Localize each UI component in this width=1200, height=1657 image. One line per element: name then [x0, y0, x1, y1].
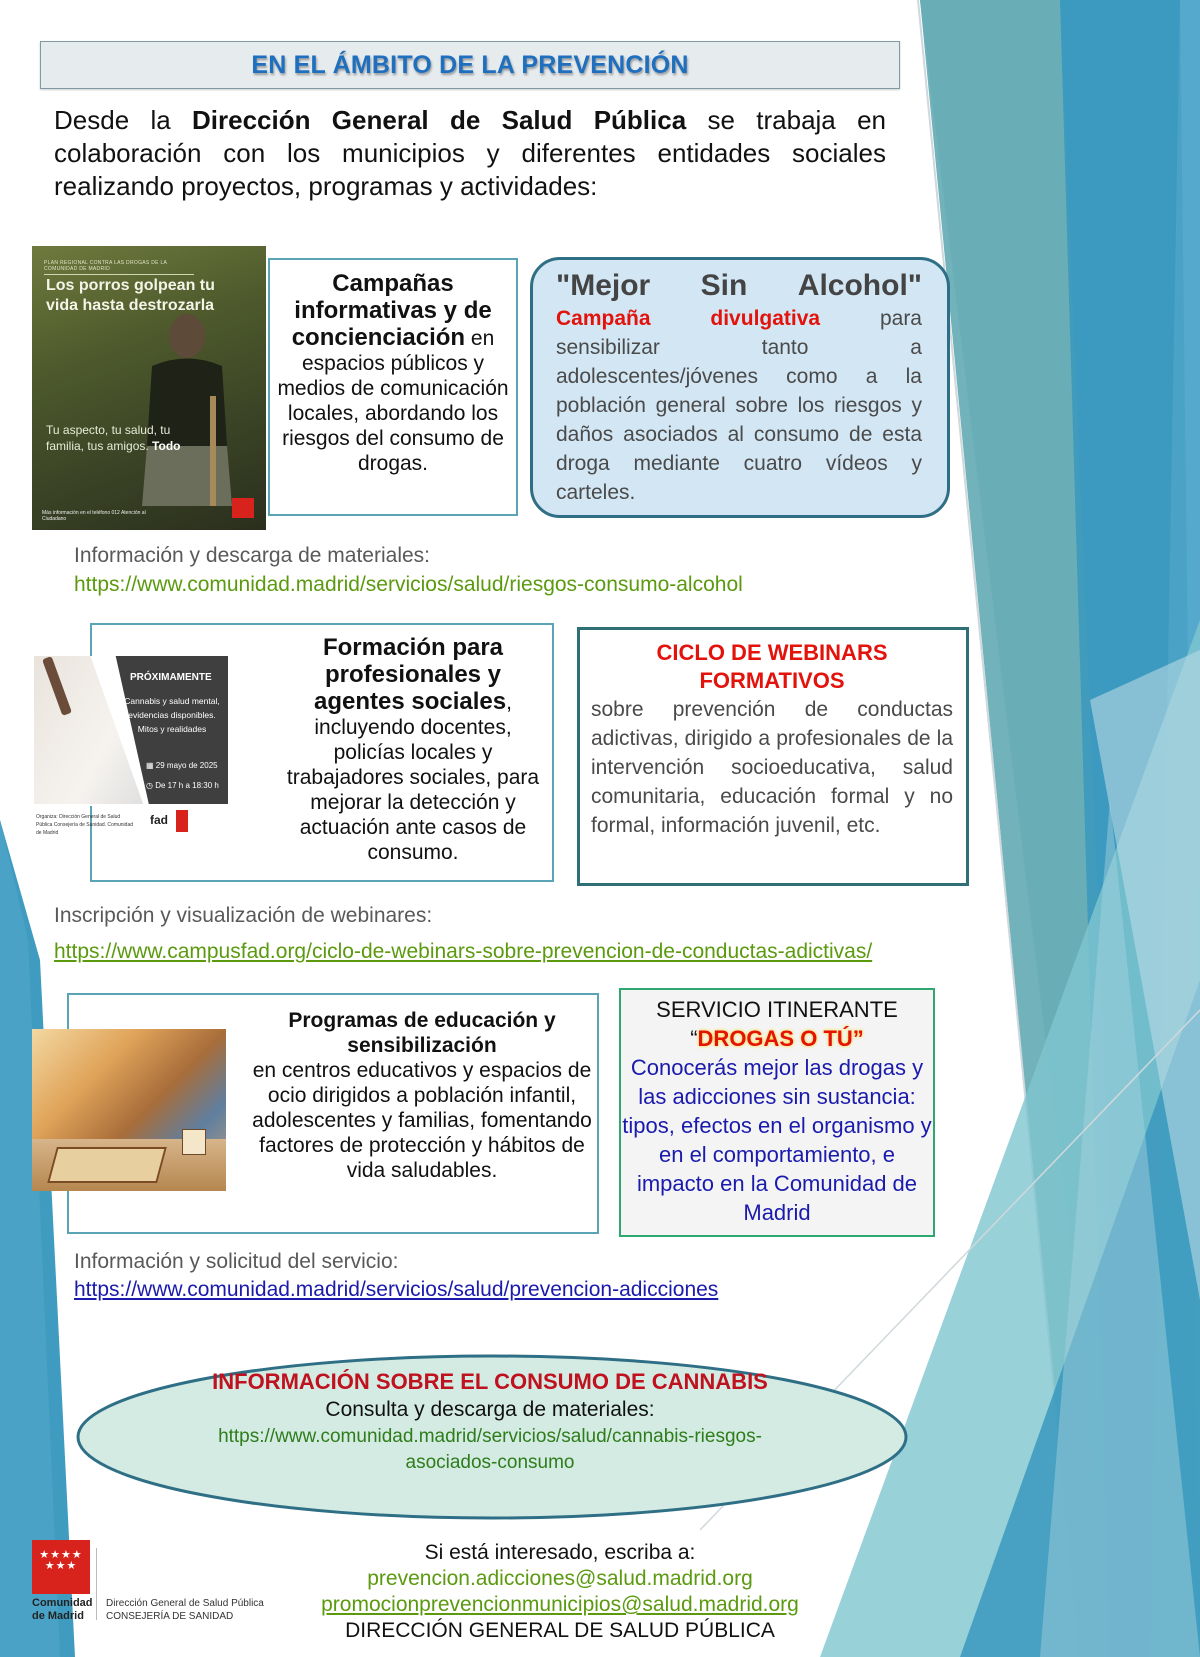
- logo-divider: [96, 1548, 97, 1620]
- campaign-poster-image: [32, 246, 266, 530]
- contact-intro: Si está interesado, escriba a:: [424, 1541, 696, 1564]
- flyer-organizer: Organiza: Dirección General de Salud Pública Consejería de Sanidad. Comunidad de Madrid: [36, 814, 134, 836]
- service-info-label: Información y solicitud del servicio:: [74, 1250, 399, 1273]
- flyer-schedule: ▦ 29 mayo de 2025 ◷ De 17 h a 18:30 h: [146, 761, 219, 790]
- webinar-cycle-content: [591, 639, 953, 840]
- training-title: Formación para profesionales y agentes sociales: [314, 634, 507, 715]
- calendar-icon: ▦: [146, 761, 156, 770]
- webinar-title: CICLO DE WEBINARS FORMATIVOS: [656, 640, 888, 693]
- poster-footer: Más información en el teléfono 012 Atención al Ciudadano: [42, 510, 146, 522]
- service-title: SERVICIO ITINERANTE: [656, 997, 898, 1022]
- campaigns-body: en espacios públicos y medios de comunicación locales, abordando los riesgos del consumo de drogas.: [277, 327, 509, 475]
- stars-icon: ★★★★ ★★★: [39, 1549, 83, 1572]
- education-title: Programas de educación y sensibilización: [288, 1009, 556, 1057]
- family-boardgame-image: [32, 1029, 226, 1191]
- email-prevencion-link[interactable]: prevencion.adicciones@salud.madrid.org: [367, 1567, 753, 1590]
- training-body: , incluyendo docentes, policías locales y trabajadores sociales, para mejorar la detección y actuación ante casos de consumo.: [286, 691, 540, 864]
- comunidad-madrid-logo-icon: [232, 498, 254, 518]
- alcohol-materials-link[interactable]: https://www.comunidad.madrid/servicios/salud/riesgos-consumo-alcohol: [74, 573, 743, 596]
- itinerant-service-content: [621, 995, 933, 1227]
- campaigns-title: Campañas informativas y de concienciación: [291, 270, 492, 351]
- service-name: “DROGAS O TÚ”: [690, 1026, 864, 1051]
- intro-suffix: se trabaja en colaboración con los municipios y diferentes entidades sociales realizando proyectos, programas y actividades:: [54, 105, 886, 201]
- poster-subline: Tu aspecto, tu salud, tu familia, tus amigos. Todo: [46, 423, 181, 453]
- footer-signature: DIRECCIÓN GENERAL DE SALUD PÚBLICA: [345, 1619, 775, 1642]
- comunidad-madrid-logo: [32, 1540, 282, 1620]
- service-description: Conocerás mejor las drogas y las adicciones sin sustancia: tipos, efectos en el organismo y en el comportamiento, e impacto en la Comunidad de Madrid: [622, 1055, 932, 1225]
- flyer-heading: PRÓXIMAMENTE: [130, 672, 212, 683]
- section-banner: [40, 41, 900, 89]
- poster-headline: Los porros golpean tu vida hasta destrozarla: [46, 277, 215, 314]
- webinar-description: sobre prevención de conductas adictivas, dirigido a profesionales de la intervención socioeducativa, salud comunitaria, educación formal y no formal, información juvenil, etc.: [591, 698, 953, 837]
- intro-paragraph: [54, 104, 886, 203]
- person-silhouette-icon: [142, 306, 232, 506]
- cannabis-materials-link[interactable]: https://www.comunidad.madrid/servicios/salud/cannabis-riesgos-asociados-consumo: [218, 1426, 762, 1473]
- webinar-info-label: Inscripción y visualización de webinares:: [54, 904, 433, 927]
- campaigns-description: [268, 270, 518, 476]
- boardgame-icon: [47, 1147, 167, 1183]
- comunidad-madrid-logo-icon: [176, 810, 188, 832]
- house-icon: [182, 1129, 206, 1155]
- poster-top-line: PLAN REGIONAL CONTRA LAS DROGAS DE LA COMUNIDAD DE MADRID: [44, 260, 194, 275]
- page-title: EN EL ÁMBITO DE LA PREVENCIÓN: [251, 50, 689, 79]
- campaign-description: Campaña divulgativa para sensibilizar tanto a adolescentes/jóvenes como a la población general sobre los riesgos y daños asociados al consumo de esta droga mediante cuatro vídeos y carteles.: [556, 307, 922, 504]
- mejor-sin-alcohol-content: [556, 268, 922, 507]
- materials-info-label: Información y descarga de materiales:: [74, 544, 431, 567]
- service-request-link[interactable]: https://www.comunidad.madrid/servicios/salud/prevencion-adicciones: [74, 1278, 719, 1301]
- logo-department: Dirección General de Salud Pública CONSEJERÍA DE SANIDAD: [106, 1598, 264, 1622]
- clock-icon: ◷: [146, 781, 156, 790]
- cannabis-subtitle: Consulta y descarga de materiales:: [325, 1398, 655, 1421]
- intro-bold: Dirección General de Salud Pública: [192, 105, 687, 135]
- education-programs-description: [250, 1008, 594, 1183]
- email-municipios-link[interactable]: promocionprevencionmunicipios@salud.madrid.org: [321, 1593, 799, 1616]
- flyer-footer: [34, 810, 228, 840]
- contact-block: [280, 1540, 840, 1644]
- webinar-flyer-image: [34, 656, 228, 806]
- webinar-registration-link[interactable]: https://www.campusfad.org/ciclo-de-webinars-sobre-prevencion-de-conductas-adictivas/: [54, 940, 873, 963]
- cannabis-info-content: [180, 1368, 800, 1476]
- campaign-title: "Mejor Sin Alcohol": [556, 269, 922, 302]
- flyer-topic: Cannabis y salud mental, evidencias disponibles. Mitos y realidades: [124, 696, 220, 734]
- education-body: en centros educativos y espacios de ocio dirigidos a población infantil, adolescentes y familias, fomentando factores de protección y hábitos de vida saludables.: [252, 1059, 592, 1182]
- training-description: [280, 634, 546, 865]
- fad-logo: fad: [150, 813, 168, 827]
- intro-prefix: Desde la: [54, 105, 193, 135]
- cannabis-title: INFORMACIÓN SOBRE EL CONSUMO DE CANNABIS: [212, 1369, 768, 1394]
- campaign-highlight: Campaña divulgativa: [556, 307, 821, 330]
- logo-name: Comunidad de Madrid: [32, 1597, 93, 1622]
